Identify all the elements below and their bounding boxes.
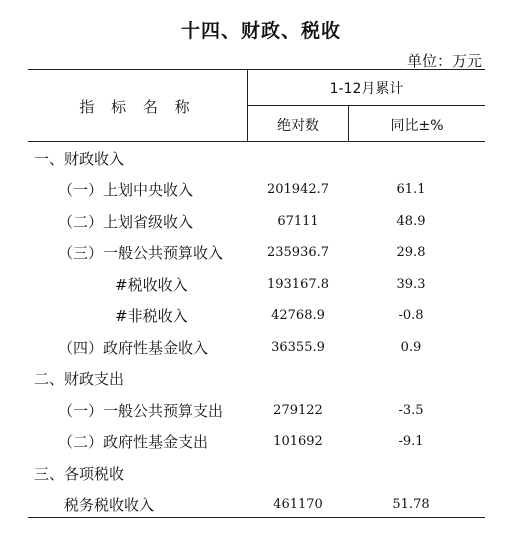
header-absolute: 绝对数: [277, 118, 319, 134]
row-yoy-central-revenue: 61.1: [396, 182, 426, 197]
row-label-general-budget-revenue: （三）一般公共预算收入: [58, 244, 224, 262]
row-absolute-government-fund-expenditure: 101692: [273, 434, 323, 449]
row-absolute-provincial-revenue: 67111: [277, 214, 319, 229]
row-label-tax-bureau-revenue: 税务税收收入: [64, 496, 155, 514]
header-indicator: 指 标 名 称: [79, 98, 196, 116]
header-bottom-rule: [28, 141, 485, 142]
row-yoy-government-fund-expenditure: -9.1: [398, 434, 424, 449]
row-yoy-provincial-revenue: 48.9: [396, 214, 426, 229]
row-label-fiscal-expenditure: 二、财政支出: [34, 370, 125, 388]
row-absolute-tax-revenue: 193167.8: [266, 277, 330, 292]
row-label-all-taxes: 三、各项税收: [34, 465, 125, 483]
row-absolute-non-tax-revenue: 42768.9: [271, 308, 325, 323]
row-yoy-general-budget-expenditure: -3.5: [398, 403, 424, 418]
table-top-rule: [28, 69, 485, 70]
row-label-government-fund-revenue: （四）政府性基金收入: [58, 339, 209, 357]
header-yoy: 同比±%: [390, 118, 444, 134]
row-label-non-tax-revenue: #非税收入: [115, 307, 188, 325]
header-divider: [248, 105, 485, 106]
row-yoy-government-fund-revenue: 0.9: [400, 340, 422, 355]
row-label-central-revenue: （一）上划中央收入: [58, 181, 194, 199]
row-absolute-general-budget-expenditure: 279122: [273, 403, 323, 418]
row-label-provincial-revenue: （二）上划省级收入: [58, 213, 194, 231]
page-title: 十四、财政、税收: [180, 20, 341, 42]
row-label-general-budget-expenditure: （一）一般公共预算支出: [58, 402, 224, 420]
unit-label: 单位：万元: [406, 52, 482, 70]
row-yoy-non-tax-revenue: -0.8: [398, 308, 424, 323]
row-absolute-general-budget-revenue: 235936.7: [266, 245, 330, 260]
row-absolute-government-fund-revenue: 36355.9: [271, 340, 325, 355]
table-bottom-rule: [28, 517, 485, 518]
row-label-tax-revenue: #税收收入: [115, 276, 188, 294]
row-yoy-general-budget-revenue: 29.8: [396, 245, 426, 260]
row-yoy-tax-bureau-revenue: 51.78: [392, 497, 430, 512]
row-absolute-central-revenue: 201942.7: [266, 182, 330, 197]
row-label-fiscal-revenue: 一、财政收入: [34, 150, 125, 168]
row-yoy-tax-revenue: 39.3: [396, 277, 426, 292]
row-label-government-fund-expenditure: （二）政府性基金支出: [58, 433, 209, 451]
row-absolute-tax-bureau-revenue: 461170: [273, 497, 323, 512]
header-period: 1-12月累计: [329, 81, 404, 97]
